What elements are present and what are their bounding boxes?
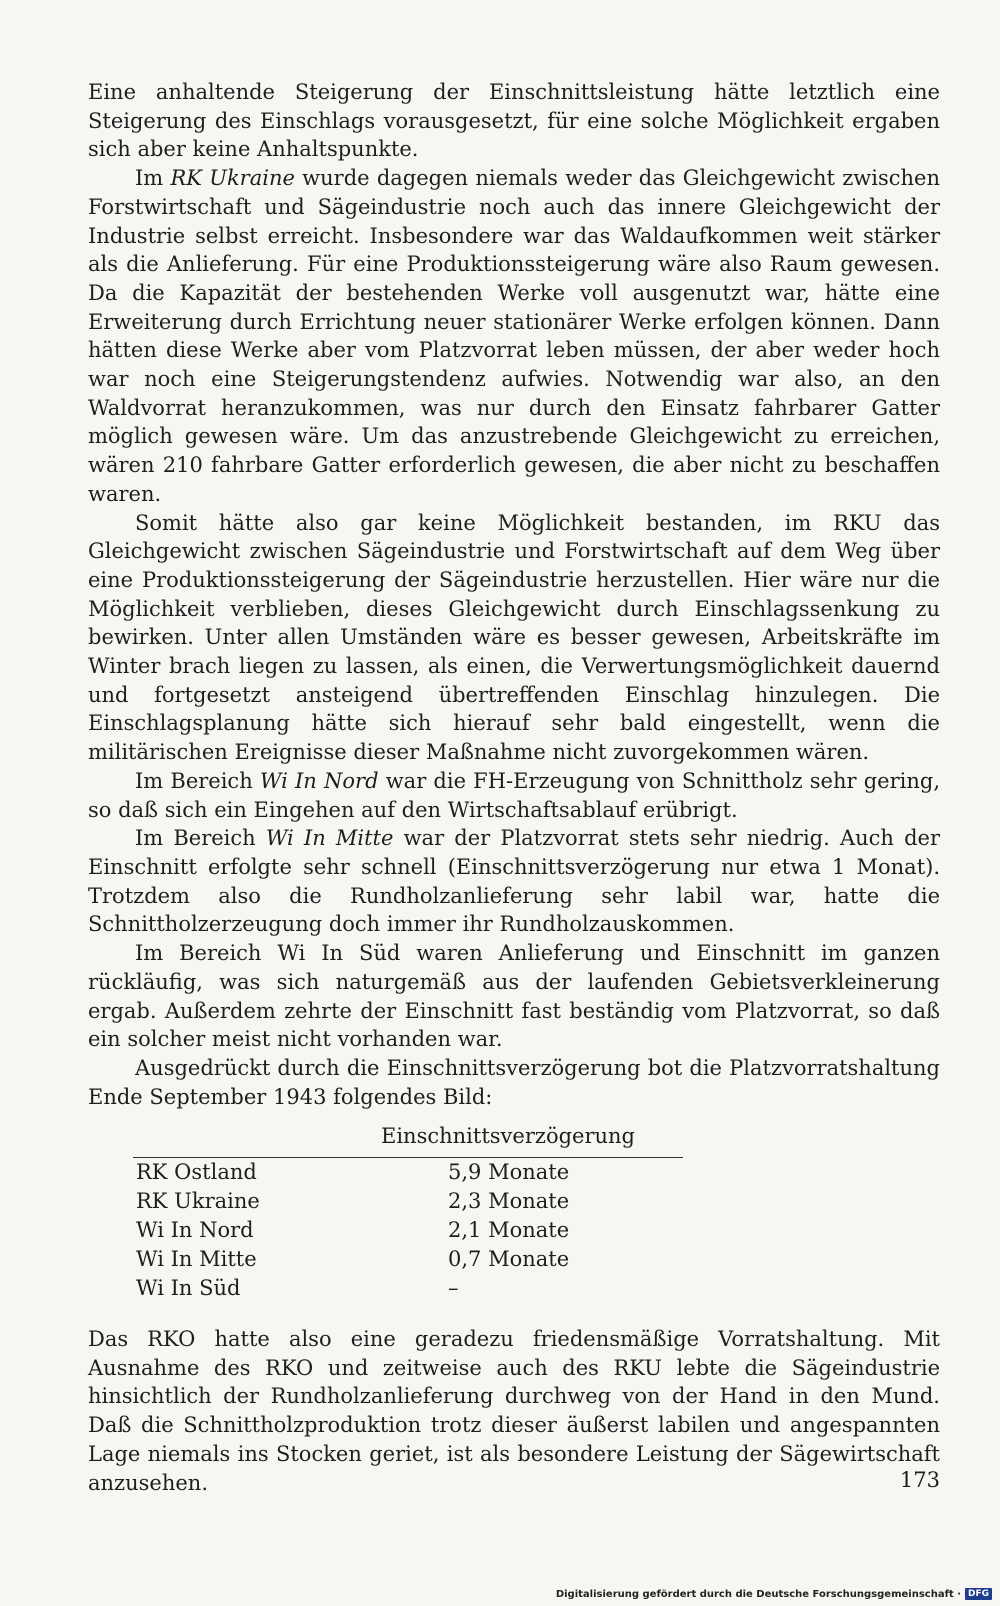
italic-term: RK Ukraine <box>170 166 295 191</box>
paragraph-p4 <box>88 767 940 824</box>
text-run: Somit hätte also gar keine Möglichkeit bestanden, im RKU das Gleichgewicht zwischen Sägeindustrie und Forstwirtschaft auf dem Weg über eine Produktionssteigerung der Sägeindustrie herzustellen. Hier wäre nur die Möglichkeit verblieben, dieses Gleichgewicht durch Einschlagssenkung zu bewirken. Unter allen Umständen wäre es besser gewesen, Arbeitskräfte im Winter brach liegen zu lassen, als einen, die Verwertungsmöglichkeit dauernd und fortgesetzt ansteigend übertreffenden Einschlag hinzulegen. Die Einschlagsplanung hätte sich hierauf sehr bald eingestellt, wenn die militärischen Ereignisse dieser Maßnahme nicht zuvorgekommen wären. <box>88 510 940 765</box>
text-run: Eine anhaltende Steigerung der Einschnittsleistung hätte letztlich eine Steigerung des Einschlags vorausgesetzt, für eine solche Möglichkeit ergaben sich aber keine Anhaltspunkte. <box>88 80 940 162</box>
delay-value: – <box>448 1276 459 1301</box>
italic-term: Wi In Mitte <box>265 826 394 851</box>
closing-paragraph: Das RKO hatte also eine geradezu friedensmäßige Vorratshaltung. Mit Ausnahme des RKO und zeitweise auch des RKU lebte die Sägeindustrie hinsichtlich der Rundholzanlieferung durchweg von der Hand in den Mund. Daß die Schnittholzproduktion trotz dieser äußerst labilen und angespannten Lage niemals ins Stocken geriet, ist als besondere Leistung der Sägewirtschaft anzusehen. <box>88 1327 940 1495</box>
delay-value: 2,3 Monate <box>448 1189 570 1214</box>
delay-value: 2,1 Monate <box>448 1218 570 1243</box>
dfg-logo: DFG <box>965 1588 992 1600</box>
table-row <box>88 1158 940 1187</box>
italic-term: Wi In Nord <box>259 768 379 793</box>
page-body <box>88 78 940 1497</box>
table-body <box>88 1158 940 1303</box>
footer-credit <box>556 1588 992 1600</box>
region-label: Wi In Nord <box>136 1218 254 1243</box>
page-number: 173 <box>899 1468 940 1492</box>
table-row <box>88 1187 940 1216</box>
text-run: Im Bereich <box>135 826 266 851</box>
delay-value: 5,9 Monate <box>448 1160 570 1185</box>
text-run: war die FH-Erzeugung von Schnittholz sehr gering, so daß sich ein Eingehen auf den Wirtschaftsablauf erübrigt. <box>88 768 940 822</box>
table-row <box>88 1245 940 1274</box>
footer-text: Digitalisierung gefördert durch die Deutsche Forschungsgemeinschaft · <box>555 1588 961 1600</box>
table-header <box>133 1122 683 1158</box>
delay-table <box>88 1122 940 1303</box>
text-run: war der Platzvorrat stets sehr niedrig. Auch der Einschnitt erfolgte sehr schnell (Einschnittsverzögerung nur etwa 1 Monat). Trotzdem also die Rundholzanlieferung sehr labil war, hatte die Schnittholzerzeugung doch immer ihr Rundholzauskommen. <box>88 826 940 937</box>
paragraph-p3 <box>88 509 940 767</box>
text-run: wurde dagegen niemals weder das Gleichgewicht zwischen Forstwirtschaft und Sägeindustrie noch auch das innere Gleichgewicht der Industrie selbst erreicht. Insbesondere war das Waldaufkommen weit stärker als die Anlieferung. Für eine Produktionssteigerung wäre also Raum gewesen. Da die Kapazität der bestehenden Werke voll ausgenutzt war, hätte eine Erweiterung durch Errichtung neuer stationärer Werke erfolgen können. Dann hätten diese Werke aber vom Platzvorrat leben müssen, der aber weder hoch war noch eine Steigerungstendenz aufwies. Notwendig war also, an den Waldvorrat heranzukommen, was nur durch den Einsatz fahrbarer Gatter möglich gewesen wäre. Um das anzustrebende Gleichgewicht zu erreichen, wären 210 fahrbare Gatter erforderlich gewesen, die aber nicht zu beschaffen waren. <box>88 166 941 506</box>
paragraph-p2 <box>88 164 940 508</box>
region-label: RK Ostland <box>136 1160 257 1185</box>
delay-value: 0,7 Monate <box>448 1247 570 1272</box>
table-row <box>88 1216 940 1245</box>
paragraph-p7 <box>88 1054 940 1111</box>
text-run: Im Bereich Wi In Süd waren Anlieferung und Einschnitt im ganzen rückläufig, was sich naturgemäß aus der laufenden Gebietsverkleinerung ergab. Außerdem zehrte der Einschnitt fast beständig vom Platzvorrat, so daß ein solcher meist nicht vorhanden war. <box>88 941 940 1052</box>
paragraph-p6 <box>88 939 940 1054</box>
paragraph-list <box>88 78 940 1111</box>
region-label: Wi In Mitte <box>136 1247 257 1272</box>
text-run: Im <box>135 166 171 191</box>
text-run: Ausgedrückt durch die Einschnittsverzögerung bot die Platzvorratshaltung Ende September 1943 folgendes Bild: <box>88 1055 940 1109</box>
table-row <box>88 1274 940 1303</box>
paragraph-p1 <box>88 78 940 164</box>
region-label: Wi In Süd <box>136 1276 241 1301</box>
table-header-label: Einschnittsverzögerung <box>381 1124 635 1149</box>
text-run: Im Bereich <box>135 768 260 793</box>
region-label: RK Ukraine <box>136 1189 260 1214</box>
paragraph-p5 <box>88 824 940 939</box>
